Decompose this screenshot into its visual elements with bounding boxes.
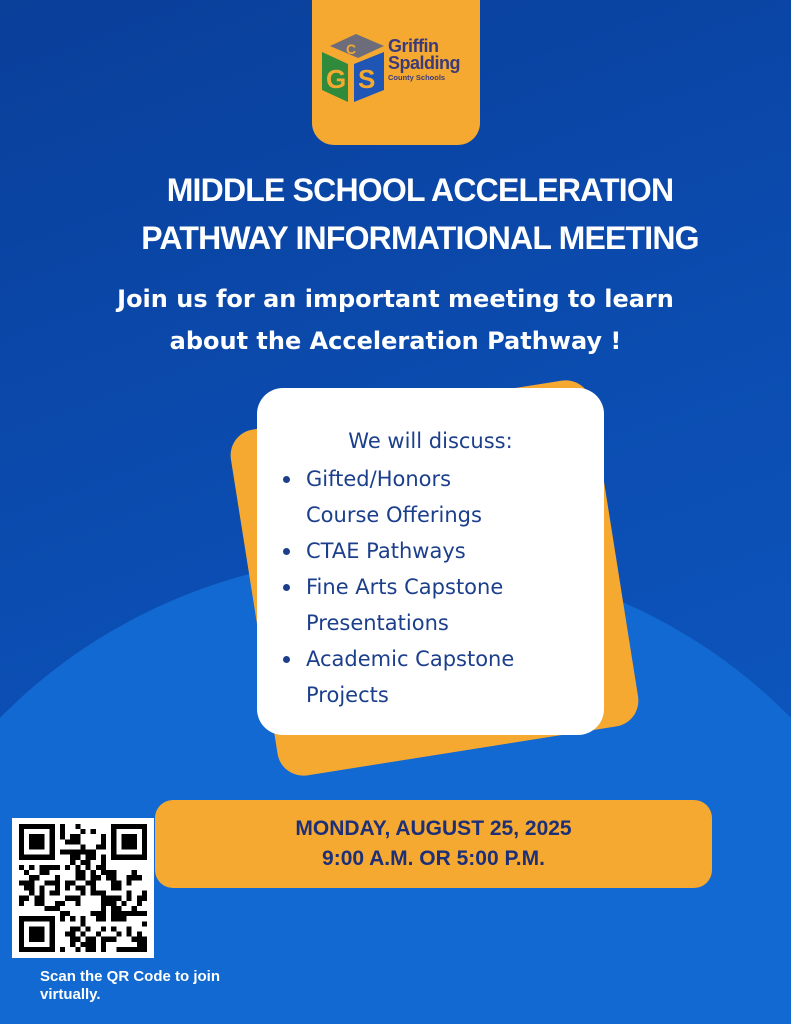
event-date: MONDAY, AUGUST 25, 2025 xyxy=(295,817,572,840)
district-logo-icon xyxy=(318,30,388,105)
discussion-card xyxy=(257,388,604,735)
list-item-line: Fine Arts Capstone xyxy=(306,575,504,599)
list-item xyxy=(279,461,579,533)
qr-caption-line-1: Scan the QR Code to join xyxy=(40,968,221,985)
qr-code[interactable] xyxy=(12,818,154,958)
list-item-line: Projects xyxy=(306,683,389,707)
list-item xyxy=(279,569,579,641)
qr-caption xyxy=(40,968,300,1004)
list-item-line: Course Offerings xyxy=(306,503,482,527)
logo-wordmark xyxy=(388,38,460,84)
event-date-box xyxy=(155,800,712,888)
svg-text:S: S xyxy=(358,64,376,94)
title-line-1: MIDDLE SCHOOL ACCELERATION xyxy=(166,172,674,208)
list-item-line: CTAE Pathways xyxy=(306,539,466,563)
logo-line-1: Griffin xyxy=(388,36,439,56)
discussion-list xyxy=(279,461,579,713)
svg-text:G: G xyxy=(326,64,347,94)
list-item-line: Academic Capstone xyxy=(306,647,515,671)
list-item-line: Presentations xyxy=(306,611,449,635)
logo-line-3: County Schools xyxy=(388,73,446,82)
list-item-line: Gifted/Honors xyxy=(306,467,452,491)
subheadline-line-1: Join us for an important meeting to learn xyxy=(117,285,674,313)
list-item xyxy=(279,533,579,569)
discussion-title: We will discuss: xyxy=(348,429,513,453)
qr-code-icon xyxy=(19,824,147,952)
subheadline-line-2: about the Acceleration Pathway ! xyxy=(169,327,622,355)
svg-text:C: C xyxy=(346,41,357,57)
subheadline xyxy=(40,278,751,362)
qr-caption-line-2: virtually. xyxy=(40,986,101,1003)
logo-line-2: Spalding xyxy=(388,53,460,73)
logo-tab xyxy=(312,0,480,145)
event-times: 9:00 A.M. OR 5:00 P.M. xyxy=(322,847,545,870)
title-line-2: PATHWAY INFORMATIONAL MEETING xyxy=(141,220,699,256)
list-item xyxy=(279,641,579,713)
page-title xyxy=(60,166,780,262)
